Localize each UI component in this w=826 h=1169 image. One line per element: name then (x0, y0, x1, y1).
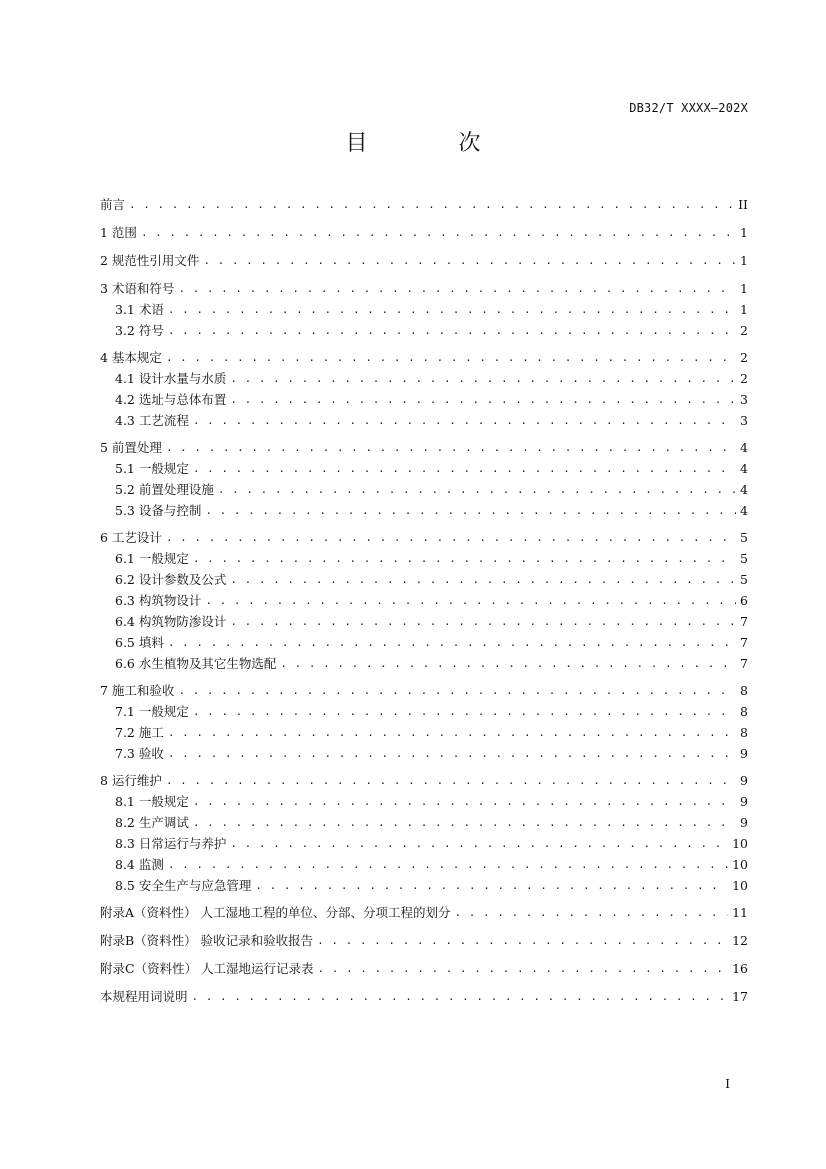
page-number: I (725, 1077, 730, 1091)
toc-entry[interactable] (100, 903, 748, 921)
toc-entry[interactable] (100, 987, 748, 1005)
toc-entry[interactable] (115, 855, 748, 873)
toc-dot-leader (193, 794, 736, 810)
toc-entry-label: 6.5 填料 (115, 635, 164, 650)
toc-dot-leader (230, 614, 736, 630)
toc-entry-label: 8 运行维护 (100, 773, 162, 788)
document-code: DB32/T XXXX—202X (629, 101, 748, 115)
toc-entry[interactable] (115, 744, 748, 762)
toc-entry[interactable] (115, 459, 748, 477)
toc-dot-leader (205, 593, 736, 609)
page-title: 目 次 (345, 131, 523, 156)
toc-dot-leader (192, 989, 729, 1005)
toc-entry-label: 附录B（资料性） 验收记录和验收报告 (100, 933, 314, 948)
toc-dot-leader (166, 773, 736, 789)
toc-dot-leader (255, 878, 728, 894)
toc-entry-page: 11 (732, 905, 748, 920)
toc-entry[interactable] (100, 223, 748, 241)
toc-entry-label: 6.4 构筑物防渗设计 (115, 614, 227, 629)
toc-entry-page: 5 (740, 572, 748, 587)
toc-entry-label: 1 范围 (100, 225, 137, 240)
toc-entry[interactable] (100, 931, 748, 949)
toc-entry[interactable] (115, 300, 748, 318)
toc-dot-leader (193, 551, 736, 567)
toc-entry[interactable] (115, 591, 748, 609)
toc-dot-leader (129, 197, 734, 213)
toc-entry-page: 5 (740, 530, 748, 545)
toc-dot-leader (455, 905, 729, 921)
toc-entry[interactable] (115, 501, 748, 519)
toc-entry-page: 10 (732, 857, 748, 872)
toc-entry-page: 9 (740, 773, 748, 788)
toc-entry-page: 17 (732, 989, 748, 1004)
toc-entry-label: 7.3 验收 (115, 746, 164, 761)
toc-entry-label: 7.1 一般规定 (115, 704, 189, 719)
toc-dot-leader (230, 572, 736, 588)
toc-entry-page: 10 (732, 878, 748, 893)
toc-dot-leader (203, 253, 736, 269)
toc-entry-label: 6 工艺设计 (100, 530, 162, 545)
toc-entry-page: 9 (740, 746, 748, 761)
toc-entry-page: 7 (740, 656, 748, 671)
toc-entry-page: 1 (740, 253, 748, 268)
toc-entry-label: 3.2 符号 (115, 323, 164, 338)
toc-dot-leader (230, 392, 736, 408)
toc-entry-page: 7 (740, 635, 748, 650)
toc-entry[interactable] (115, 654, 748, 672)
toc-entry-label: 5.1 一般规定 (115, 461, 189, 476)
toc-entry-page: 3 (740, 392, 748, 407)
toc-entry-label: 附录C（资料性） 人工湿地运行记录表 (100, 961, 314, 976)
toc-dot-leader (168, 746, 736, 762)
toc-dot-leader (193, 815, 736, 831)
toc-entry[interactable] (115, 702, 748, 720)
toc-entry-label: 5 前置处理 (100, 440, 162, 455)
toc-entry-page: 10 (732, 836, 748, 851)
toc-entry-page: 4 (740, 482, 748, 497)
toc-entry-label: 2 规范性引用文件 (100, 253, 200, 268)
toc-entry-page: 8 (740, 725, 748, 740)
toc-entry-label: 5.3 设备与控制 (115, 503, 202, 518)
toc-dot-leader (166, 530, 736, 546)
toc-dot-leader (178, 683, 736, 699)
toc-entry[interactable] (115, 369, 748, 387)
toc-entry-label: 8.5 安全生产与应急管理 (115, 878, 252, 893)
toc-entry[interactable] (115, 723, 748, 741)
toc-entry-label: 8.1 一般规定 (115, 794, 189, 809)
toc-entry[interactable] (115, 813, 748, 831)
toc-entry-label: 8.3 日常运行与养护 (115, 836, 227, 851)
toc-entry-label: 7 施工和验收 (100, 683, 175, 698)
toc-entry[interactable] (115, 792, 748, 810)
toc-entry-page: 4 (740, 503, 748, 518)
toc-entry-label: 4 基本规定 (100, 350, 162, 365)
toc-entry-label: 3.1 术语 (115, 302, 164, 317)
toc-entry-label: 6.6 水生植物及其它生物选配 (115, 656, 277, 671)
toc-dot-leader (168, 302, 736, 318)
toc-entry-page: 12 (732, 933, 748, 948)
toc-entry[interactable] (115, 549, 748, 567)
toc-entry-page: 16 (732, 961, 748, 976)
toc-entry-label: 7.2 施工 (115, 725, 164, 740)
toc-dot-leader (280, 656, 736, 672)
toc-entry-label: 6.1 一般规定 (115, 551, 189, 566)
toc-dot-leader (193, 413, 736, 429)
toc-entry[interactable] (115, 612, 748, 630)
toc-entry-label: 4.3 工艺流程 (115, 413, 189, 428)
toc-entry-page: 3 (740, 413, 748, 428)
toc-entry-page: 9 (740, 815, 748, 830)
toc-entry-page: 2 (740, 350, 748, 365)
toc-entry[interactable] (115, 390, 748, 408)
toc-entry-page: 1 (740, 225, 748, 240)
toc-entry-page: 7 (740, 614, 748, 629)
toc-entry-label: 6.2 设计参数及公式 (115, 572, 227, 587)
toc-dot-leader (178, 281, 736, 297)
toc-entry-page: 8 (740, 704, 748, 719)
toc-entry-page: 6 (740, 593, 748, 608)
toc-dot-leader (193, 704, 736, 720)
toc-entry-page: II (738, 197, 748, 212)
toc-entry-label: 4.1 设计水量与水质 (115, 371, 227, 386)
toc-entry-label: 6.3 构筑物设计 (115, 593, 202, 608)
toc-entry-label: 附录A（资料性） 人工湿地工程的单位、分部、分项工程的划分 (100, 905, 451, 920)
toc-dot-leader (141, 225, 736, 241)
toc-dot-leader (168, 857, 728, 873)
toc-entry-label: 5.2 前置处理设施 (115, 482, 214, 497)
toc-entry[interactable] (115, 633, 748, 651)
toc-entry[interactable] (100, 771, 748, 789)
toc-dot-leader (218, 482, 736, 498)
toc-entry[interactable] (115, 411, 748, 429)
toc-entry-page: 4 (740, 461, 748, 476)
toc-dot-leader (166, 440, 736, 456)
toc-entry-label: 3 术语和符号 (100, 281, 175, 296)
toc-entry[interactable] (100, 195, 748, 213)
toc-dot-leader (193, 461, 736, 477)
toc-entry-page: 1 (740, 302, 748, 317)
toc-dot-leader (166, 350, 736, 366)
toc-entry[interactable] (100, 348, 748, 366)
toc-entry[interactable] (115, 480, 748, 498)
toc-dot-leader (168, 725, 736, 741)
toc-entry-label: 8.4 监测 (115, 857, 164, 872)
toc-entry[interactable] (115, 876, 748, 894)
toc-entry[interactable] (115, 321, 748, 339)
toc-entry-label: 4.2 选址与总体布置 (115, 392, 227, 407)
toc-entry[interactable] (115, 834, 748, 852)
toc-entry-label: 8.2 生产调试 (115, 815, 189, 830)
toc-entry-page: 1 (740, 281, 748, 296)
toc-entry[interactable] (115, 570, 748, 588)
toc-dot-leader (230, 836, 728, 852)
toc-entry[interactable] (100, 959, 748, 977)
toc-entry[interactable] (100, 251, 748, 269)
toc-entry[interactable] (100, 528, 748, 546)
toc-dot-leader (205, 503, 736, 519)
toc-entry[interactable] (100, 681, 748, 699)
toc-entry-page: 4 (740, 440, 748, 455)
toc-dot-leader (317, 933, 728, 949)
toc-entry[interactable] (100, 438, 748, 456)
toc-entry-label: 前言 (100, 197, 126, 212)
toc-entry-page: 9 (740, 794, 748, 809)
toc-entry-page: 8 (740, 683, 748, 698)
toc-entry-page: 2 (740, 371, 748, 386)
toc-entry-page: 2 (740, 323, 748, 338)
toc-entry[interactable] (100, 279, 748, 297)
toc-dot-leader (318, 961, 729, 977)
toc-entry-label: 本规程用词说明 (100, 989, 188, 1004)
toc-dot-leader (168, 323, 736, 339)
toc-dot-leader (230, 371, 736, 387)
toc-dot-leader (168, 635, 736, 651)
toc-entry-page: 5 (740, 551, 748, 566)
